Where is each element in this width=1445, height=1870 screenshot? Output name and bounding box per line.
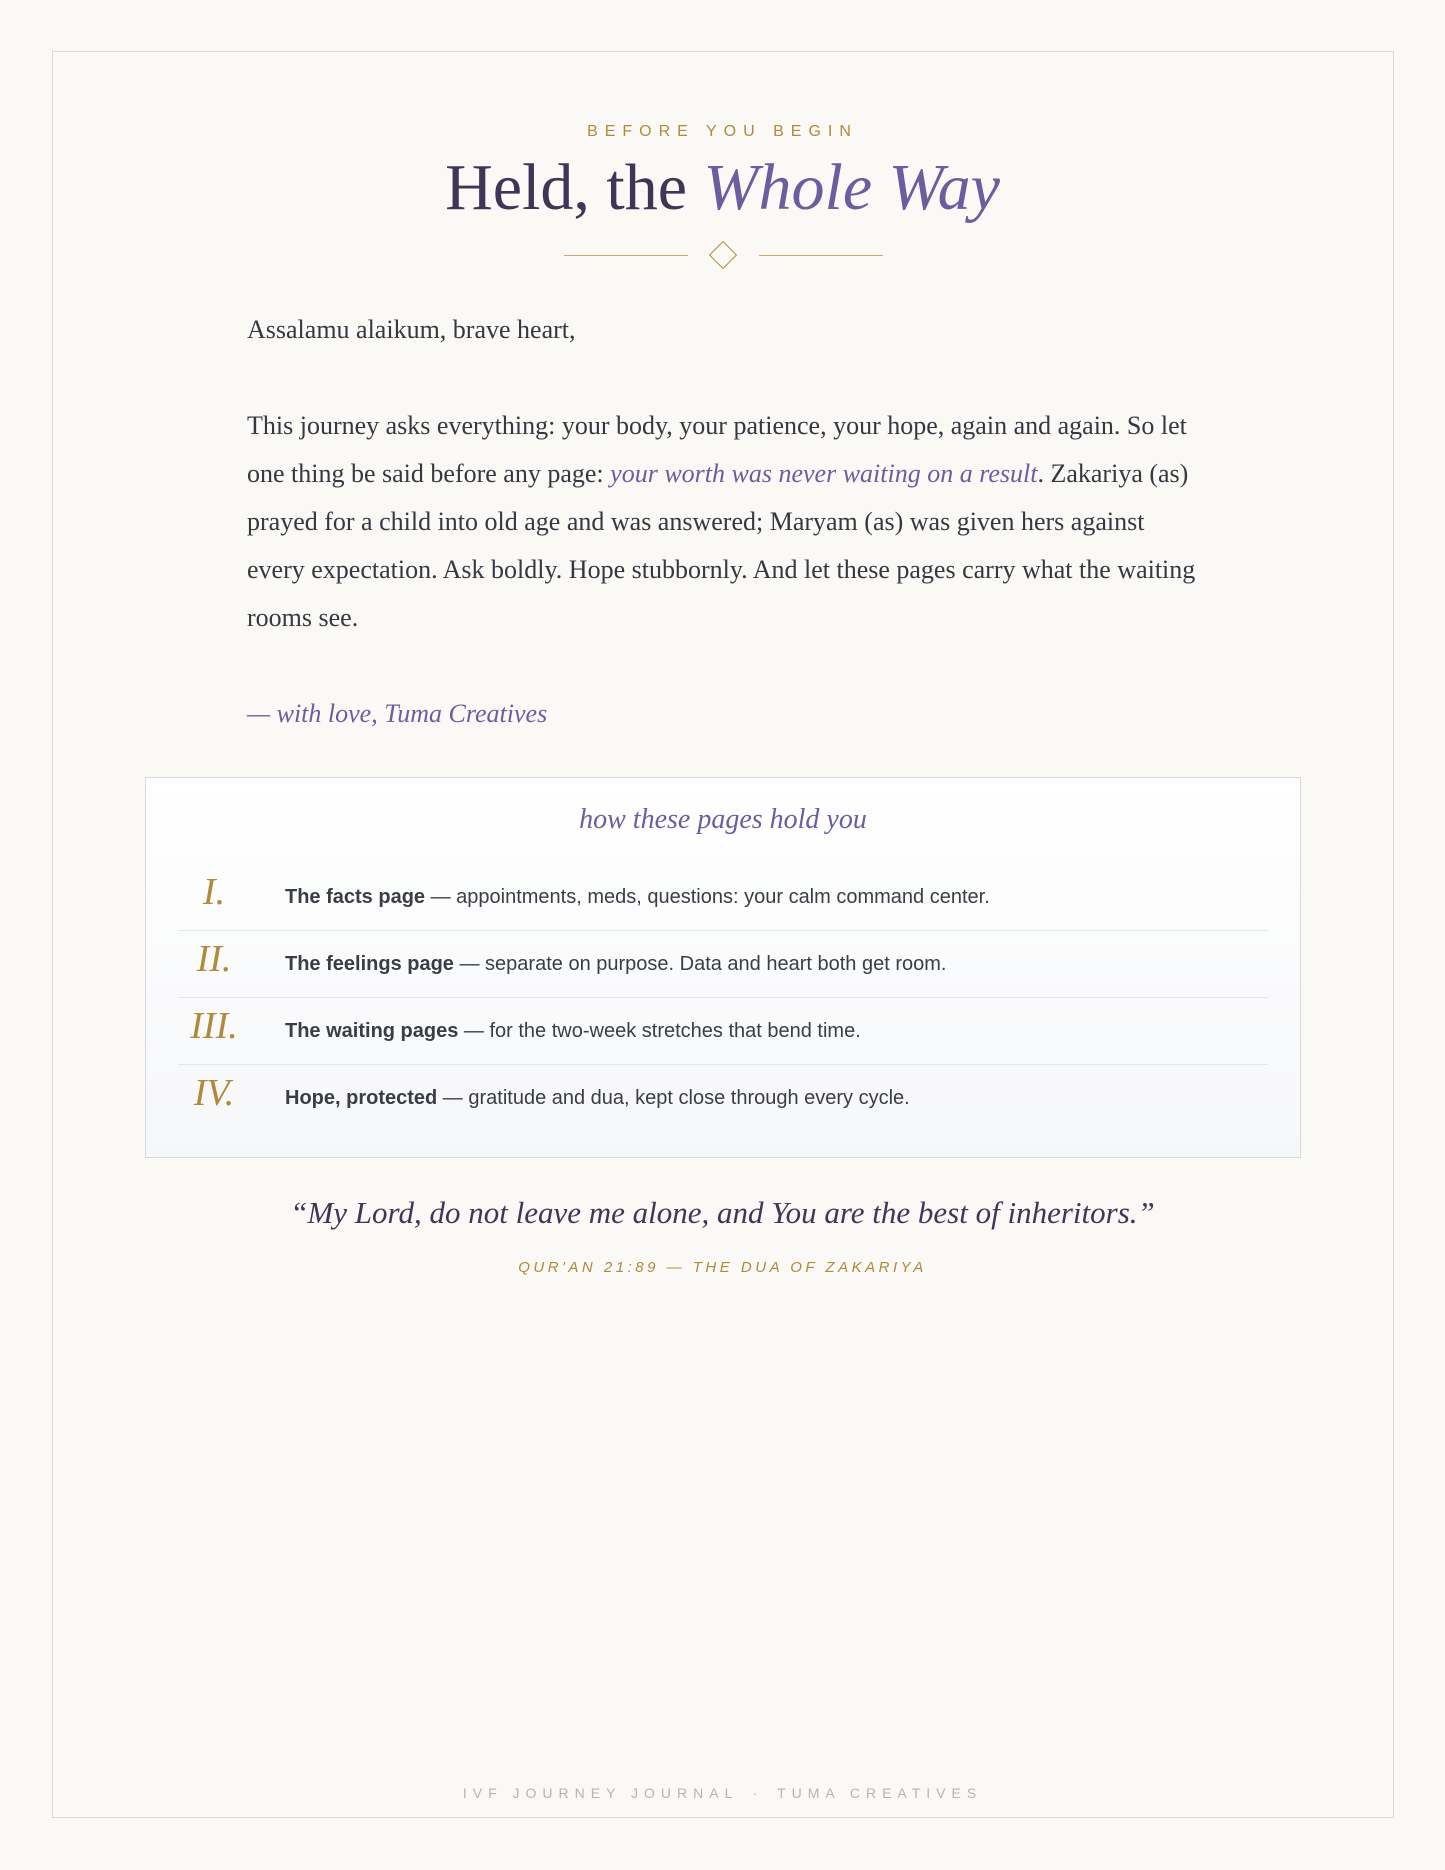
diamond-icon [709,241,737,269]
item-name: The waiting pages [285,1020,459,1042]
dua-quote: “My Lord, do not leave me alone, and You are the best of inheritors.” [290,1195,1155,1230]
item-numeral: IV. [193,1072,235,1114]
title-plain: Held, the [445,151,688,224]
guide-item [178,1065,1268,1131]
item-desc: — gratitude and dua, kept close through every cycle. [437,1087,910,1109]
guide-title: how these pages hold you [579,804,867,835]
quote-source: QUR'AN 21:89 — THE DUA OF ZAKARIYA [518,1259,927,1276]
divider-line-right [759,255,883,256]
letter-body-part-2: . Zakariya (as) prayed for a child into old age and was answered; Maryam (as) was given hers against every expectation. Ask boldly. Hope stubbornly. And let these pages carry what the waiting rooms see. [247,459,1196,632]
title-accent: Whole Way [703,151,1000,224]
letter-body [247,402,1207,642]
letter-greeting: Assalamu alaikum, brave heart, [247,315,576,344]
footer-journal: IVF JOURNEY JOURNAL [462,1785,739,1801]
item-text [285,886,990,909]
footer-brand: TUMA CREATIVES [777,1785,983,1801]
item-text [285,1020,861,1043]
page-footer [0,1785,1445,1801]
guide-item [178,864,1268,931]
guide-card [145,777,1301,1158]
item-name: Hope, protected [285,1087,438,1109]
eyebrow-label: BEFORE YOU BEGIN [587,123,858,140]
item-desc: — for the two-week stretches that bend time. [458,1020,861,1042]
ornament-divider [0,240,1445,272]
footer-separator: · [752,1785,764,1801]
item-desc: — separate on purpose. Data and heart both get room. [453,953,947,975]
item-name: The facts page [285,886,426,908]
guide-item [178,931,1268,998]
guide-item [178,998,1268,1065]
letter-body-part-1: This journey asks everything: your body, your patience, your hope, again and again. So let one thing be said before any page: [247,411,1187,488]
letter-signoff: — with love, Tuma Creatives [247,699,548,728]
item-desc: — appointments, meds, questions: your calm command center. [425,886,990,908]
divider-line-left [564,255,688,256]
page-title [0,146,1445,230]
item-numeral: I. [202,871,226,913]
item-text [285,953,946,976]
letter-emphasis: your worth was never waiting on a result [610,459,1038,488]
item-text [285,1087,910,1110]
item-numeral: III. [190,1005,238,1047]
item-numeral: II. [196,938,232,980]
item-name: The feelings page [285,953,454,975]
